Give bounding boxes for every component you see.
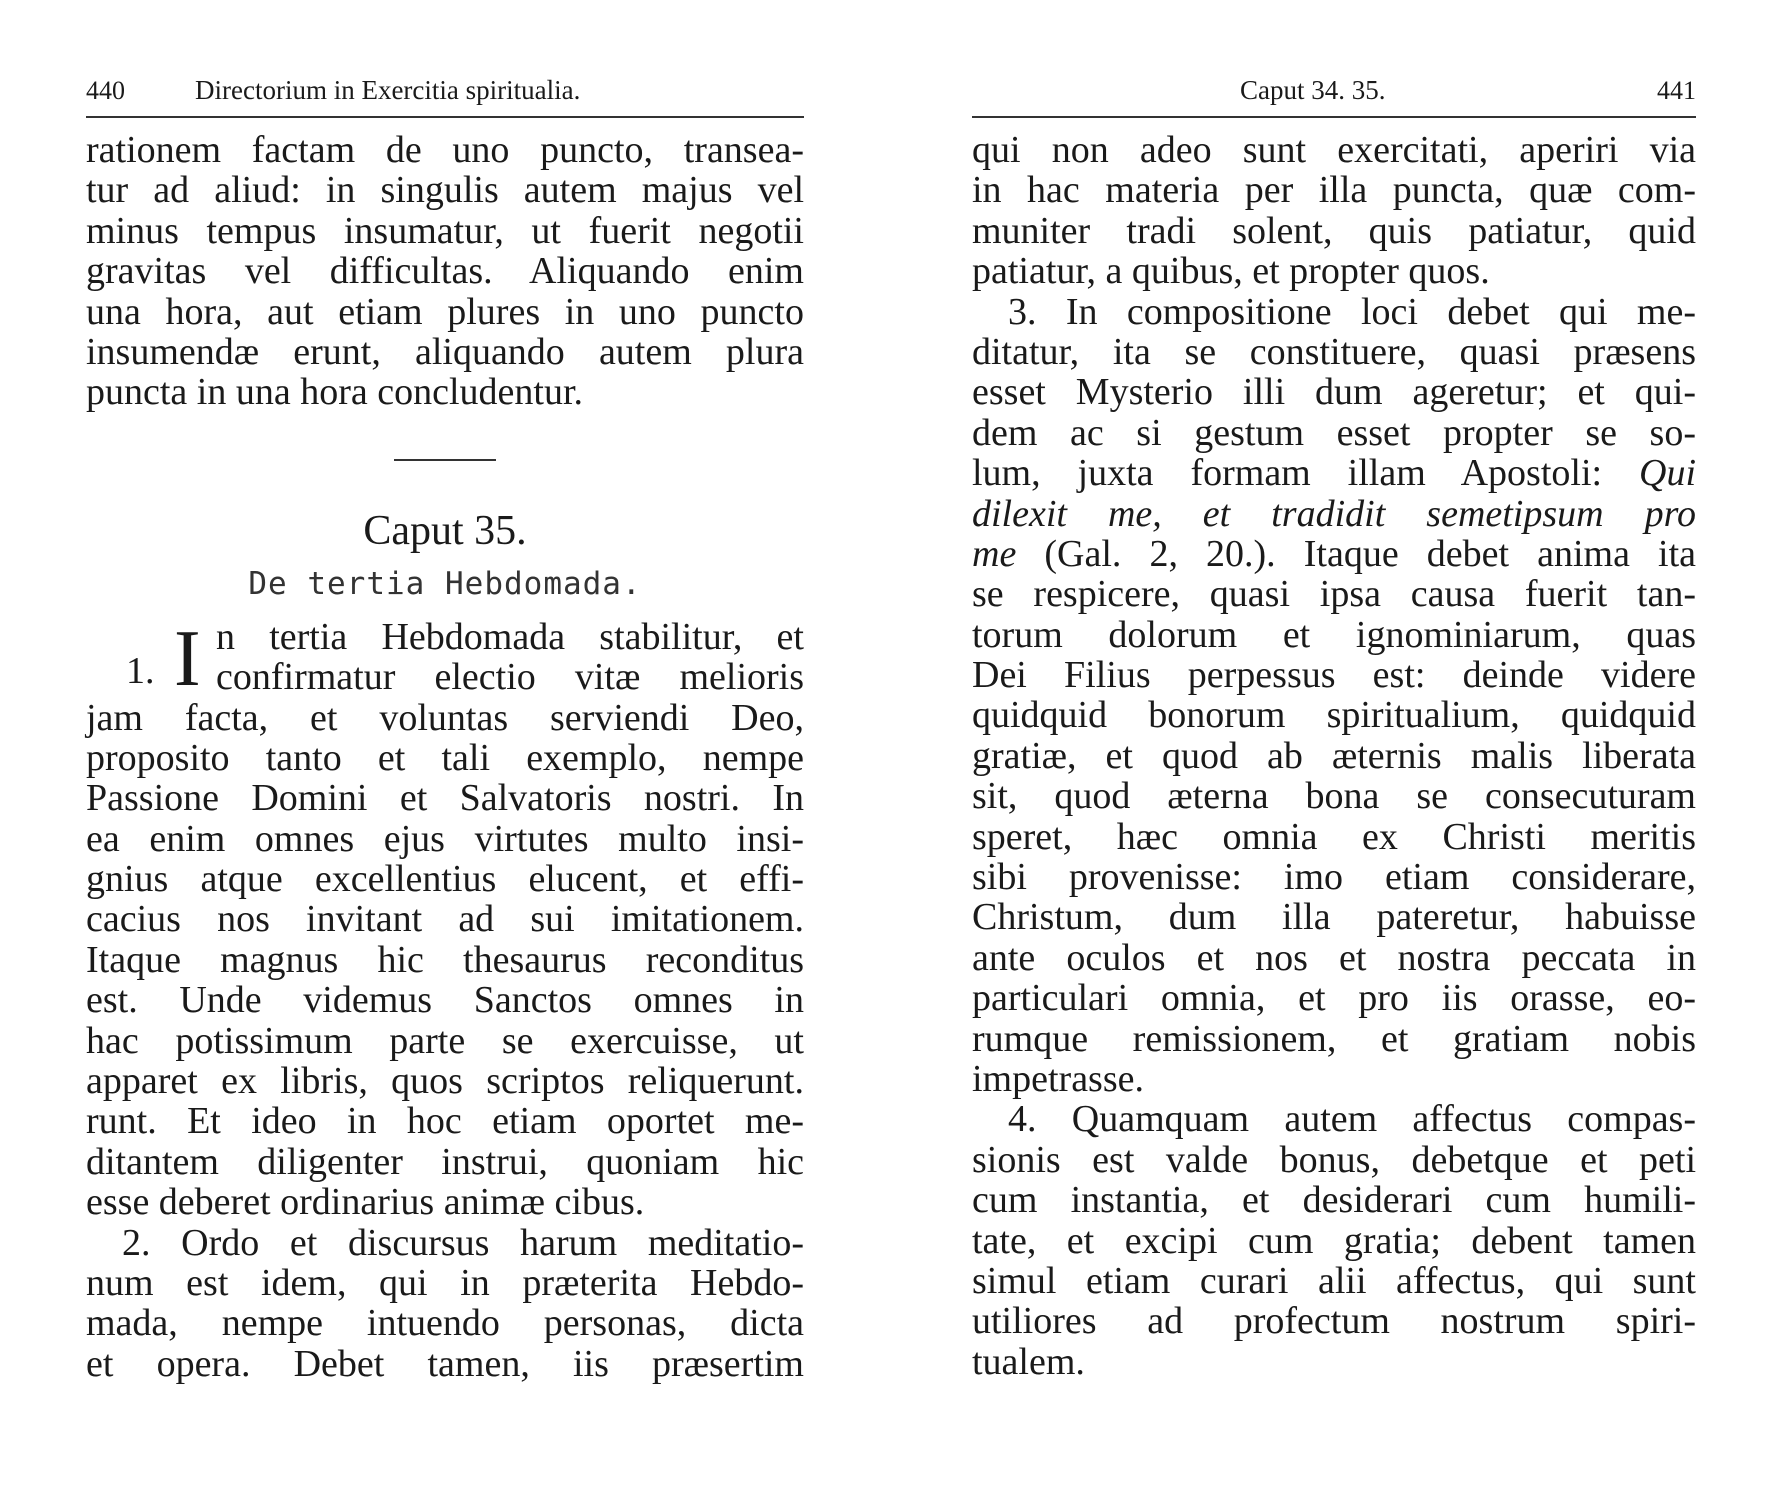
text-line: mada, nempe intuendo personas, dicta xyxy=(86,1302,804,1345)
text-line: 2. Ordo et discursus harum meditatio- xyxy=(122,1221,804,1264)
text-line: rumque remissionem, et gratiam nobis xyxy=(972,1017,1696,1060)
section-number: 1. xyxy=(126,649,155,692)
left-page xyxy=(86,70,804,1384)
page-number-left: 440 xyxy=(86,76,125,105)
text-line: ditantem diligenter instrui, quoniam hic xyxy=(86,1140,804,1183)
text-line xyxy=(972,453,1696,493)
page-number-right: 441 xyxy=(1657,76,1696,105)
text-line: utiliores ad profectum nostrum spiri- xyxy=(972,1300,1696,1343)
text-line: num est idem, qui in præterita Hebdo- xyxy=(86,1261,804,1304)
text-line: rationem factam de uno puncto, transea- xyxy=(86,129,804,171)
italic-quote: me xyxy=(972,532,1017,575)
drop-cap: I xyxy=(174,614,201,703)
text-line: 3. In compositione loci debet qui me- xyxy=(1008,290,1696,333)
right-page xyxy=(972,70,1696,1382)
text-line: muniter tradi solent, quis patiatur, quid xyxy=(972,209,1696,252)
text-line: puncta in una hora concludentur. xyxy=(86,371,584,414)
text-line: ditatur, ita se constituere, quasi præsens xyxy=(972,330,1696,373)
text-line: apparet ex libris, quos scriptos reliquerunt. xyxy=(86,1060,804,1103)
text-line: tur ad aliud: in singulis autem majus vel xyxy=(86,169,804,212)
text-line: qui non adeo sunt exercitati, aperiri via xyxy=(972,129,1696,171)
text-line: cum instantia, et desiderari cum humili- xyxy=(972,1179,1696,1222)
text-line: torum dolorum et ignominiarum, quas xyxy=(972,613,1696,656)
text-line: una hora, aut etiam plures in uno puncto xyxy=(86,290,804,333)
text-line: simul etiam curari alii affectus, qui sunt xyxy=(972,1259,1696,1302)
text-line: esset Mysterio illi dum ageretur; et qui- xyxy=(972,371,1696,414)
text-line: dem ac si gestum esset propter se so- xyxy=(972,411,1696,454)
text-line: quidquid bonorum spiritualium, quidquid xyxy=(972,694,1696,737)
text-line: gravitas vel difficultas. Aliquando enim xyxy=(86,250,804,293)
chapter-subtitle: De tertia Hebdomada. xyxy=(248,565,642,602)
text-line: sibi provenisse: imo etiam considerare, xyxy=(972,856,1696,899)
text-line: ante oculos et nos et nostra peccata in xyxy=(972,936,1696,979)
text-line: particulari omnia, et pro iis orasse, eo- xyxy=(972,977,1696,1020)
text-line: est. Unde videmus Sanctos omnes in xyxy=(86,979,804,1022)
text-line: speret, hæc omnia ex Christi meritis xyxy=(972,815,1696,858)
text-line: patiatur, a quibus, et propter quos. xyxy=(972,250,1490,293)
text-line: gratiæ, et quod ab æternis malis liberata xyxy=(972,734,1696,777)
right-text xyxy=(972,130,1696,1382)
running-head-left xyxy=(86,70,804,118)
text-line: Passione Domini et Salvatoris nostri. In xyxy=(86,777,804,820)
text-line: esse deberet ordinarius animæ cibus. xyxy=(86,1181,645,1224)
text-segment: lum, juxta formam illam Apostoli: xyxy=(972,452,1603,495)
left-text-top xyxy=(86,130,804,413)
text-line: et opera. Debet tamen, iis præsertim xyxy=(86,1342,804,1385)
text-line: proposito tanto et tali exemplo, nempe xyxy=(86,736,804,779)
text-line: se respicere, quasi ipsa causa fuerit tan- xyxy=(972,573,1696,616)
text-line: insumendæ erunt, aliquando autem plura xyxy=(86,330,804,373)
text-segment: (Gal. 2, 20.). Itaque debet anima ita xyxy=(1044,532,1696,575)
text-line: 4. Quamquam autem affectus compas- xyxy=(1008,1098,1696,1141)
text-line: gnius atque excellentius elucent, et effi- xyxy=(86,858,804,901)
text-line: ea enim omnes ejus virtutes multo insi- xyxy=(86,817,804,860)
italic-quote: Qui xyxy=(1639,452,1696,495)
text-line: in hac materia per illa puncta, quæ com- xyxy=(972,169,1696,212)
section-divider xyxy=(394,459,496,461)
text-line: tualem. xyxy=(972,1340,1085,1383)
text-line: sit, quod æterna bona se consecuturam xyxy=(972,775,1696,818)
left-text-bottom xyxy=(86,698,804,1385)
text-line: runt. Et ideo in hoc etiam oportet me- xyxy=(86,1100,804,1143)
text-line xyxy=(972,534,1696,574)
running-title-left: Directorium in Exercitia spiritualia. xyxy=(195,75,581,105)
text-line: Itaque magnus hic thesaurus reconditus xyxy=(86,938,804,981)
text-line: n tertia Hebdomada stabilitur, et xyxy=(216,615,804,658)
text-line: impetrasse. xyxy=(972,1057,1145,1100)
text-line: tate, et excipi cum gratia; debent tamen xyxy=(972,1219,1696,1262)
text-line: minus tempus insumatur, ut fuerit negotii xyxy=(86,209,804,252)
text-line: Dei Filius perpessus est: deinde videre xyxy=(972,654,1696,697)
chapter-title: Caput 35. xyxy=(363,507,527,554)
italic-quote: dilexit me, et tradidit semetipsum pro xyxy=(972,492,1696,535)
running-title-right: Caput 34. 35. xyxy=(1240,75,1386,105)
text-line: sionis est valde bonus, debetque et peti xyxy=(972,1138,1696,1181)
section-1-opening xyxy=(86,614,804,703)
text-line: Christum, dum illa pateretur, habuisse xyxy=(972,896,1696,939)
text-line: hac potissimum parte se exercuisse, ut xyxy=(86,1019,804,1062)
text-line: jam facta, et voluntas serviendi Deo, xyxy=(86,696,804,739)
text-line: confirmatur electio vitæ melioris xyxy=(216,656,804,699)
text-line: cacius nos invitant ad sui imitationem. xyxy=(86,898,804,941)
running-head-right xyxy=(972,70,1696,118)
